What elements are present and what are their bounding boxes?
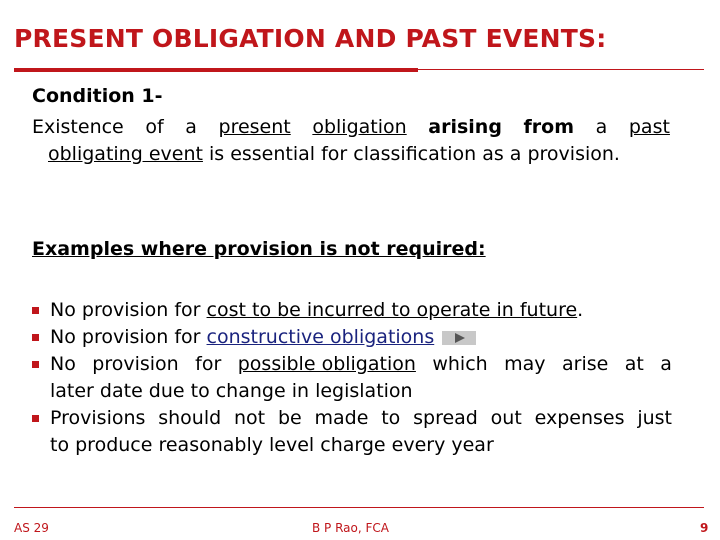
bullet-underlined-text: cost to be incurred to operate in future: [206, 299, 578, 321]
bullet-line: [50, 351, 672, 378]
word: at: [624, 353, 644, 375]
word: of: [145, 116, 164, 138]
square-bullet-icon: [32, 361, 39, 368]
bullet-text: No provision for: [50, 299, 207, 321]
word: spread: [413, 407, 478, 429]
bullet-text: .: [577, 299, 584, 321]
slide-title: PRESENT OBLIGATION AND PAST EVENTS:: [14, 24, 607, 53]
word-obligation: obligation: [312, 116, 407, 138]
list-item: [32, 405, 672, 459]
examples-list: [32, 297, 672, 459]
square-bullet-icon: [32, 415, 39, 422]
word: for: [195, 353, 222, 375]
square-bullet-icon: [32, 307, 39, 314]
footer-left-text: AS 29: [14, 521, 49, 535]
word: a: [660, 353, 672, 375]
constructive-obligations-link[interactable]: constructive obligations: [206, 326, 435, 348]
page-number: 9: [700, 521, 709, 535]
word: to: [381, 407, 401, 429]
word: made: [314, 407, 369, 429]
condition-heading: Condition 1-: [32, 85, 163, 107]
bullet-text: No provision for: [50, 326, 207, 348]
condition-line-2: [32, 141, 670, 168]
list-item: [32, 324, 672, 351]
word-arising: arising: [428, 116, 502, 138]
condition-line-2-rest: is essential for classification as a provision.: [202, 143, 620, 165]
list-item: [32, 297, 672, 324]
word: may: [504, 353, 546, 375]
title-underline-thin: [418, 69, 704, 70]
bullet-line-2: to produce reasonably level charge every year: [50, 434, 494, 456]
word: be: [277, 407, 302, 429]
list-item: [32, 351, 672, 405]
footer-divider: [14, 507, 704, 508]
word: not: [234, 407, 266, 429]
word: Provisions: [50, 407, 146, 429]
word-from: from: [523, 116, 575, 138]
word: which: [432, 353, 488, 375]
possible-obligation-text: possible obligation: [237, 353, 416, 375]
bullet-line: [50, 405, 672, 432]
word: provision: [92, 353, 179, 375]
word: a: [595, 116, 608, 138]
word: Existence: [32, 116, 124, 138]
word: should: [158, 407, 222, 429]
bullet-line-2: later date due to change in legislation: [50, 380, 413, 402]
word: expenses: [534, 407, 625, 429]
word: just: [637, 407, 672, 429]
footer-author: B P Rao, FCA: [312, 521, 389, 535]
play-icon[interactable]: [442, 331, 476, 345]
title-underline-thick: [14, 68, 418, 72]
word-past: past: [628, 116, 670, 138]
condition-text: [32, 114, 670, 168]
condition-line-1: [32, 114, 670, 141]
word-present: present: [218, 116, 291, 138]
word: a: [185, 116, 197, 138]
square-bullet-icon: [32, 334, 39, 341]
word: out: [490, 407, 522, 429]
word: No: [50, 353, 76, 375]
obligating-event-text: obligating event: [48, 143, 203, 165]
examples-heading: Examples where provision is not required:: [32, 238, 486, 260]
word: arise: [561, 353, 609, 375]
